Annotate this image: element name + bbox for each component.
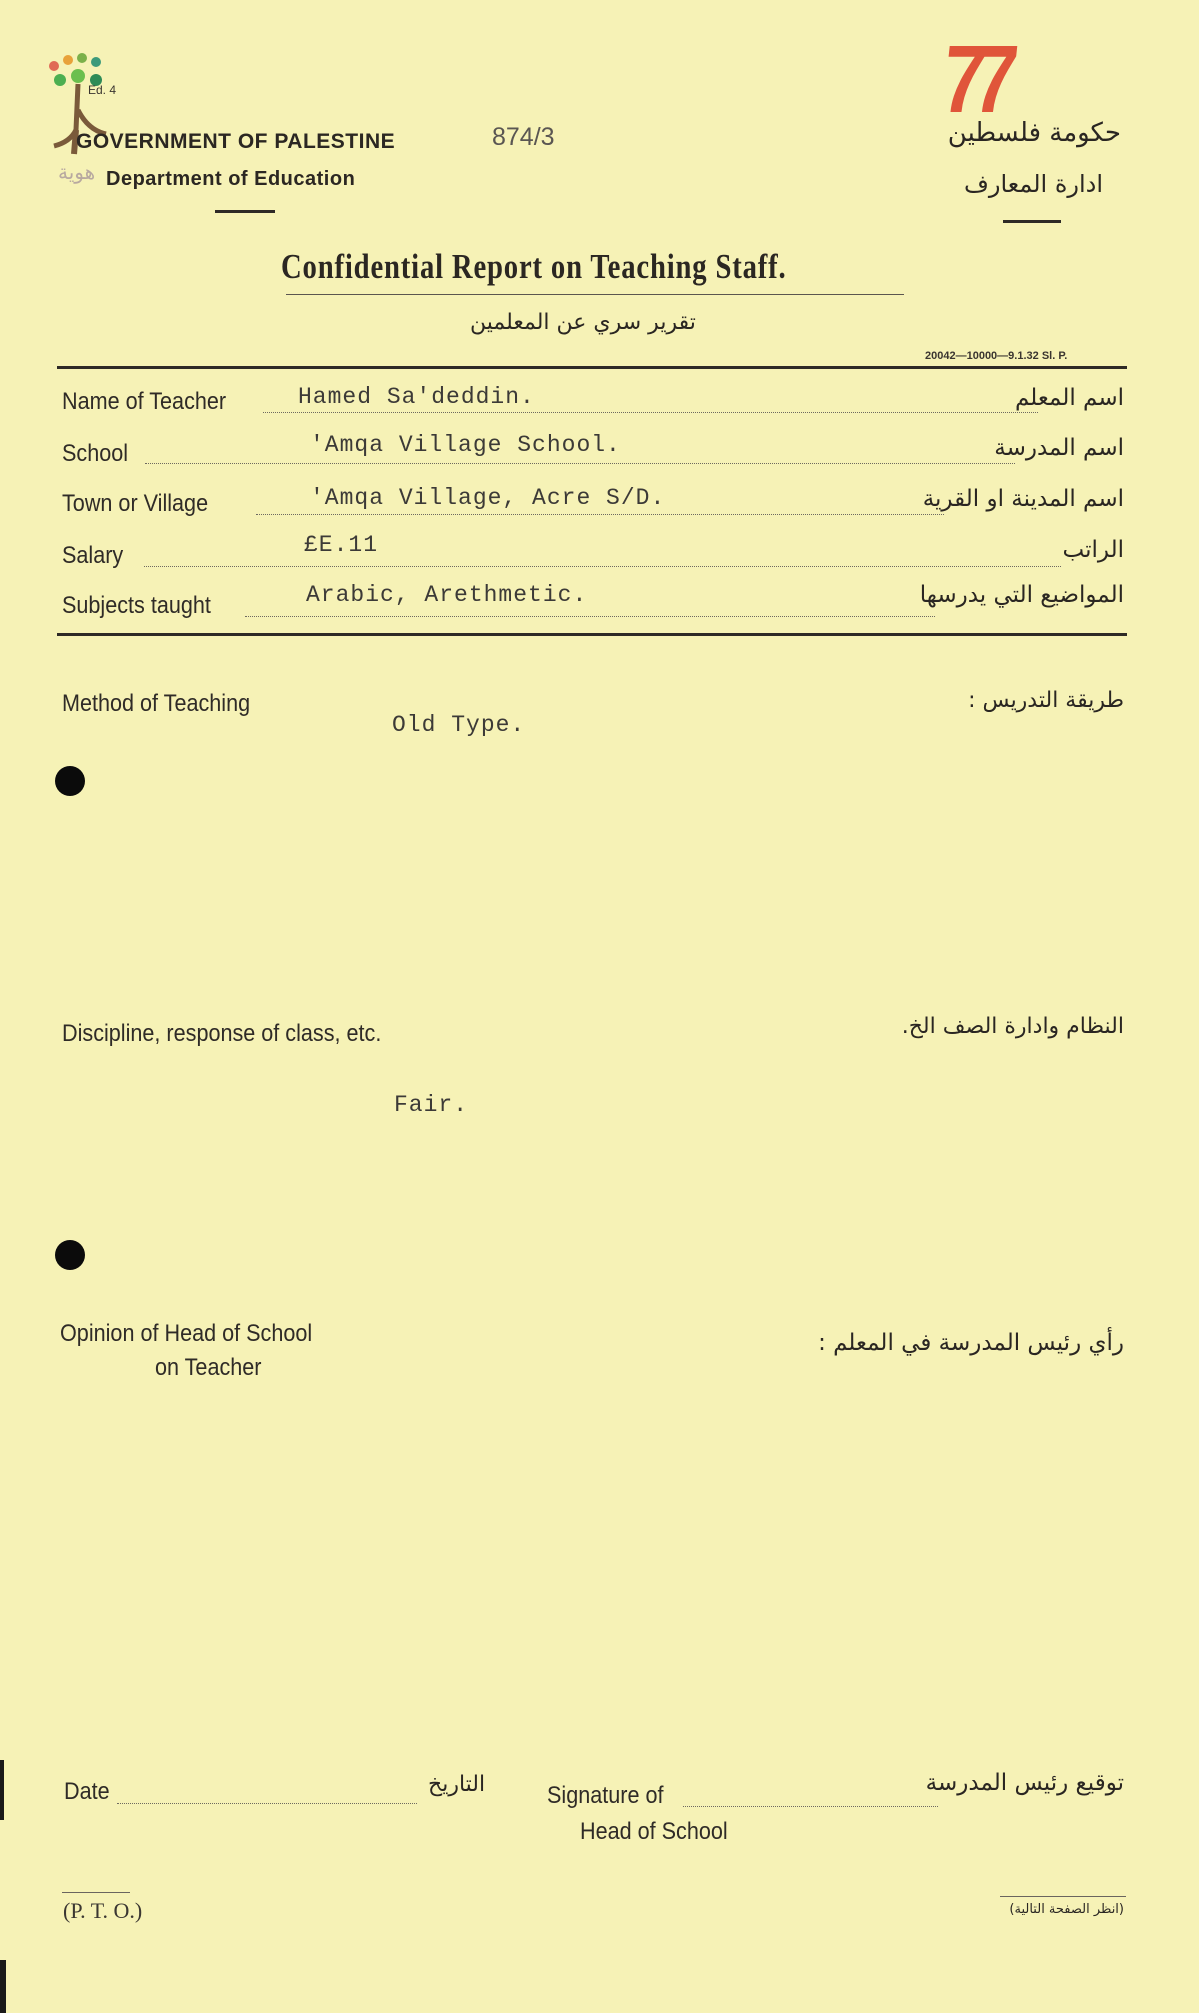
date-label-arabic: التاريخ [428,1772,486,1797]
field-line-salary [144,566,1061,567]
opinion-label-arabic: رأي رئيس المدرسة في المعلم : [818,1330,1124,1356]
field-line-name [263,412,1038,413]
field-value-subjects: Arabic, Arethmetic. [306,582,588,608]
head-of-school-label: Head of School [580,1818,728,1845]
signature-label: Signature of [547,1782,664,1809]
discipline-label: Discipline, response of class, etc. [62,1020,382,1047]
header-left-dash [215,210,275,213]
field-value-salary: £E.11 [304,532,379,558]
field-line-town [256,514,944,515]
print-reference: 20042—10000—9.1.32 Sl. P. [925,350,1068,362]
field-value-town: 'Amqa Village, Acre S/D. [310,485,666,511]
method-label: Method of Teaching [62,690,251,717]
scan-edge-left [0,1760,4,1820]
pto-label-arabic: (انظر الصفحة التالية) [1009,1902,1124,1917]
department-heading: Department of Education [106,168,356,190]
file-number: 874/3 [492,123,555,151]
field-label-name: Name of Teacher [62,388,227,415]
field-label-school: School [62,440,129,467]
signature-label-arabic: توقيع رئيس المدرسة [925,1770,1124,1796]
field-label-name-arabic: اسم المعلم [1015,385,1124,411]
pto-label: (P. T. O.) [63,1898,143,1923]
punch-hole-lower [55,1240,85,1270]
form-number: Ed. 4 [88,83,117,97]
page-number-stamp: 77 [937,26,1012,133]
signature-line [683,1806,938,1807]
footer-right-rule [1000,1896,1126,1897]
field-label-salary-arabic: الراتب [1062,537,1124,563]
field-label-school-arabic: اسم المدرسة [994,435,1124,461]
fields-bottom-rule [57,633,1127,636]
government-heading: GOVERNMENT OF PALESTINE [76,130,396,153]
field-label-town: Town or Village [62,490,209,517]
field-value-name: Hamed Sa'deddin. [298,384,535,410]
date-label: Date [64,1778,110,1805]
header-right-dash [1003,220,1061,223]
method-value: Old Type. [392,712,526,738]
fields-top-rule [57,366,1127,369]
discipline-value: Fair. [394,1092,469,1118]
field-line-subjects [245,616,935,617]
field-value-school: 'Amqa Village School. [310,432,621,458]
field-line-school [145,463,1015,464]
field-label-subjects-arabic: المواضيع التي يدرسها [919,582,1124,608]
footer-left-rule [62,1892,130,1893]
opinion-label-line1: Opinion of Head of School [60,1320,313,1347]
field-label-town-arabic: اسم المدينة او القرية [922,486,1124,512]
field-label-subjects: Subjects taught [62,592,211,619]
method-label-arabic: طريقة التدريس : [968,688,1124,713]
scan-edge-bottom-left [0,1960,6,2013]
department-arabic: ادارة المعارف [963,170,1103,198]
punch-hole-upper [55,766,85,796]
date-line [117,1803,417,1804]
report-title-arabic: تقرير سري عن المعلمين [470,310,696,335]
discipline-label-arabic: النظام وادارة الصف الخ. [901,1014,1124,1039]
title-underline [286,294,904,295]
government-arabic: حكومة فلسطين [947,118,1121,148]
field-label-salary: Salary [62,542,124,569]
opinion-label-line2: on Teacher [155,1354,262,1381]
report-title: Confidential Report on Teaching Staff. [281,247,787,286]
logo-caption: هوية [58,160,96,184]
